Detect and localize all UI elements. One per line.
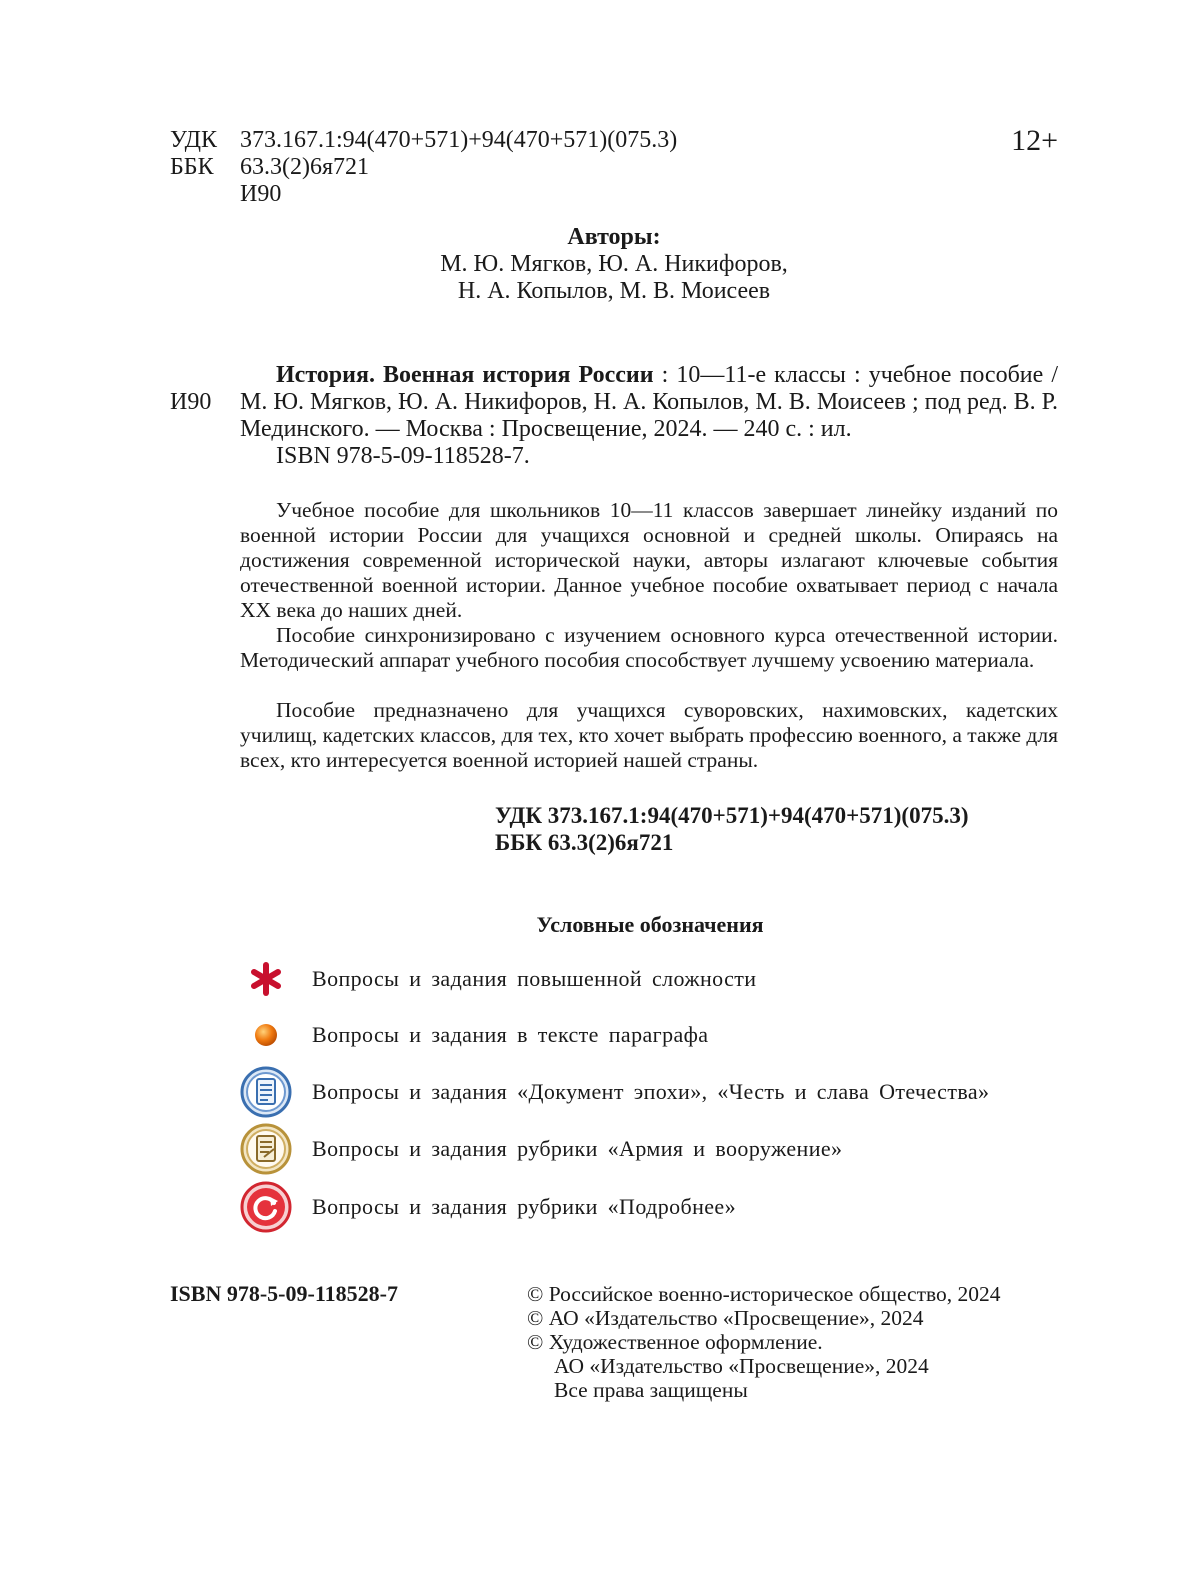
legend-label: Вопросы и задания в тексте параграфа — [312, 1022, 709, 1047]
bbk-value: 63.3(2)6я721 — [240, 154, 370, 180]
legend-title: Условные обозначения — [536, 912, 764, 937]
authors-heading: Авторы: — [567, 224, 661, 250]
red-refresh-icon — [240, 1181, 292, 1233]
isbn-line: ISBN 978-5-09-118528-7. — [276, 443, 530, 469]
rights-reserved: Все права защищены — [554, 1378, 748, 1402]
classification-codes — [170, 127, 677, 208]
copyright-line: © Российское военно-историческое общество, 2024 — [527, 1282, 1001, 1306]
udk-value: 373.167.1:94(470+571)+94(470+571)(075.3) — [240, 127, 678, 153]
legend-label: Вопросы и задания «Документ эпохи», «Честь и слава Отечества» — [312, 1079, 990, 1104]
classification-codes-bottom — [495, 802, 969, 856]
bbk-bottom: ББК 63.3(2)6я721 — [495, 830, 674, 855]
udk-bottom: УДК 373.167.1:94(470+571)+94(470+571)(075.3) — [495, 803, 969, 828]
authors-line-2: Н. А. Копылов, М. В. Моисеев — [457, 278, 771, 304]
legend-label: Вопросы и задания повышенной сложности — [312, 966, 757, 991]
book-title: История. Военная история России — [276, 362, 654, 388]
annotation-paragraph-1: Учебное пособие для школьников 10—11 классов завершает линейку изданий по военной истории России для учащихся основной и средней школы. Опираясь на достижения современной исторической науки, авторы излагают ключевые события отечественной военной истории. Данное учебное пособие охватывает период с начала XX века до наших дней. — [240, 498, 1058, 622]
blue-document-icon — [240, 1066, 292, 1118]
copyright-line: АО «Издательство «Просвещение», 2024 — [554, 1354, 929, 1378]
bbk-label: ББК — [170, 154, 214, 180]
bibliographic-details: : 10—11-е классы : учебное пособие / М. Ю. Мягков, Ю. А. Никифоров, Н. А. Копылов, М. В. Моисеев ; под ред. В. Р. Мединского. — Москва : Просвещение, 2024. — 240 с. : ил. — [240, 362, 1059, 442]
authors-block — [0, 224, 1200, 305]
gold-document-icon — [240, 1123, 292, 1175]
copyright-block — [527, 1282, 1058, 1402]
legend-item-complex — [240, 953, 756, 1005]
annotation-paragraph-3: Пособие предназначено для учащихся суворовских, нахимовских, кадетских училищ, кадетских классов, для тех, кто хочет выбрать профессию военного, а также для всех, кто интересуется военной историей нашей страны. — [240, 698, 1058, 772]
udk-label: УДК — [170, 127, 217, 153]
legend-item-document — [240, 1066, 989, 1118]
orange-ball-icon — [240, 1009, 292, 1061]
age-rating: 12+ — [1011, 124, 1058, 157]
copyright-line: © АО «Издательство «Просвещение», 2024 — [527, 1306, 924, 1330]
legend-label: Вопросы и задания рубрики «Подробнее» — [312, 1194, 736, 1219]
legend-label: Вопросы и задания рубрики «Армия и вооружение» — [312, 1136, 843, 1161]
copyright-line: © Художественное оформление. — [527, 1330, 823, 1354]
bibliographic-record — [240, 362, 1058, 470]
legend-item-more — [240, 1181, 736, 1233]
red-asterisk-icon — [240, 953, 292, 1005]
cutter-mark: И90 — [170, 389, 212, 415]
annotation-paragraph-2: Пособие синхронизировано с изучением основного курса отечественной истории. Методический аппарат учебного пособия способствует лучшему усвоению материала. — [240, 623, 1058, 672]
footer-isbn: ISBN 978-5-09-118528-7 — [170, 1281, 398, 1306]
legend-item-army — [240, 1123, 842, 1175]
author-mark: И90 — [240, 181, 282, 207]
authors-line-1: М. Ю. Мягков, Ю. А. Никифоров, — [440, 251, 788, 277]
legend-item-text — [240, 1009, 708, 1061]
